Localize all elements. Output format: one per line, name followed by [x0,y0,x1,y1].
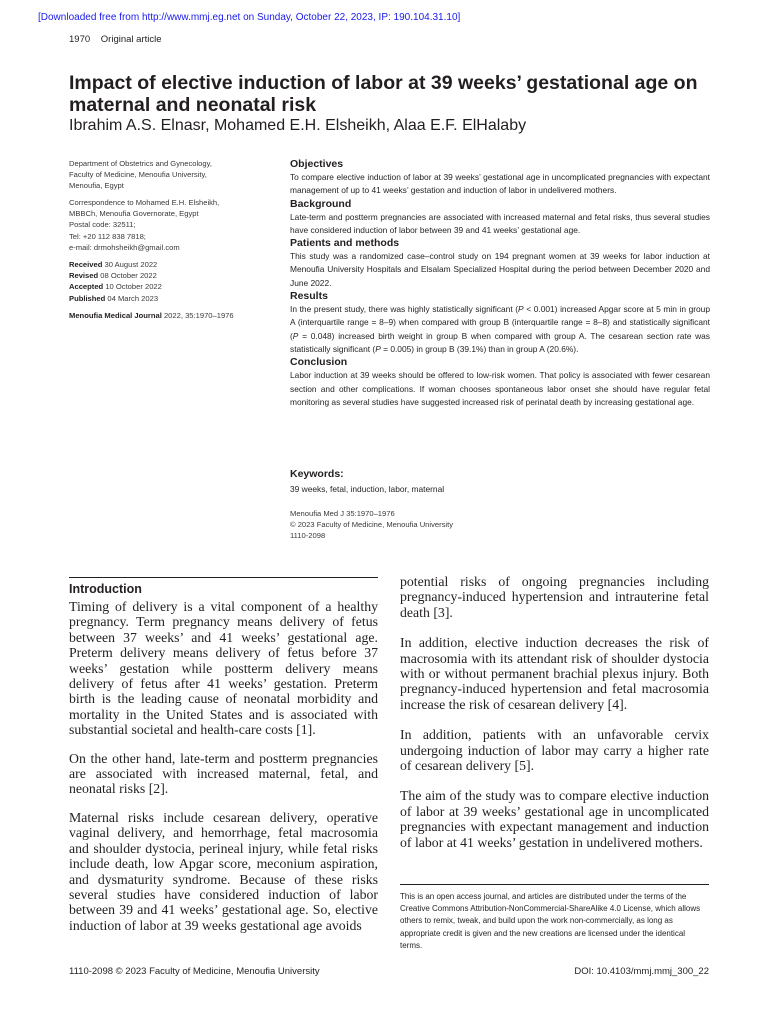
article-type: Original article [100,34,162,45]
body-paragraph: The aim of the study was to compare elective induction of labor at 39 weeks’ gestational age in uncomplicated pregnancies with expectant management and induction of labor at 41 weeks’ gestation in undelivered mothers. [400,788,709,850]
body-paragraph: On the other hand, late-term and postterm pregnancies are associated with increased maternal, fetal, and neonatal risks [2]. [69,750,378,797]
correspondence-line: Correspondence to Mohamed E.H. Elsheikh, [69,198,220,207]
citation-info [290,509,453,541]
body-column-left [69,599,378,933]
correspondence-email[interactable]: e-mail: drmohsheikh@gmail.com [69,242,180,252]
footer-doi[interactable]: DOI: 10.4103/mmj.mmj_300_22 [574,966,709,977]
body-paragraph: potential risks of ongoing pregnancies including pregnancy-induced hypertension and intrauterine fetal death [3]. [400,574,709,620]
date-accepted: Accepted 10 October 2022 [69,282,162,292]
article-title: Impact of elective induction of labor at 39 weeks’ gestational age on maternal and neonatal risk [69,72,698,116]
abstract-heading-methods: Patients and methods [290,237,400,250]
abstract-results: In the present study, there was highly statistically significant (P < 0.001) increased Apgar score at 5 min in group A (interquartile range = 8–9) when compared with group B (interquartile range = 8–8) and statistically significant (P = 0.048) increased birth weight in group B when compared with group A. The cesarean section rate was statistically significant (P = 0.005) in group B (39.1%) than in group A (20.6%). [290,304,710,354]
affiliation [69,158,279,192]
license-notice: This is an open access journal, and articles are distributed under the terms of the Creative Commons Attribution-NonCommercial-ShareAlike 4.0 License, which allows others to remix, tweak, and build upon the work non-commercially, as long as appropriate credit is given and the new creations are licensed under the identical terms. [400,892,701,950]
author-list: Ibrahim A.S. Elnasr, Mohamed E.H. Elsheikh, Alaa E.F. ElHalaby [69,117,527,134]
abstract-conclusion: Labor induction at 39 weeks should be offered to low-risk women. That policy is associated with fewer cesarean section and other complications. If woman chooses spontaneous labor onset she should have regular fetal monitoring as several studies have suggested increased risk of perinatal death by increasing gestational age. [290,370,710,407]
abstract [290,158,710,409]
abstract-heading-conclusion: Conclusion [290,356,348,369]
correspondence-line: Postal code: 32511; [69,220,136,230]
journal-details: 2022, 35:1970–1976 [163,311,234,320]
date-revised: Revised 08 October 2022 [69,271,157,281]
affiliation-line: Department of Obstetrics and Gynecology, [69,159,212,168]
page-number: 1970 [69,34,91,45]
journal-name: Menoufia Medical Journal [69,311,162,320]
date-received: Received 30 August 2022 [69,260,158,269]
abstract-background: Late-term and postterm pregnancies are associated with increased maternal and fetal risks, thus several studies have considered induction of labor between 39 and 41 weeks’ gestational age. [290,211,710,235]
keywords [290,468,710,494]
affiliation-line: Menoufia, Egypt [69,181,124,191]
footer-copyright: 1110-2098 © 2023 Faculty of Medicine, Menoufia University [69,966,320,977]
body-paragraph: In addition, elective induction decreases the risk of macrosomia with its attendant risk of shoulder dystocia with or without permanent brachial plexus injury. Both pregnancy-induced hypertension and fetal macrosomia increase the risk of cesarean delivery [4]. [400,635,709,712]
body-column-right [400,574,709,850]
license-divider [400,884,709,885]
correspondence-line: Tel: +20 112 838 7818; [69,231,146,241]
body-paragraph: Timing of delivery is a vital component of a healthy pregnancy. Term pregnancy means delivery of fetus between 37 weeks’ and 41 weeks’ gestational age. Preterm delivery means delivery of fetus before 37 weeks’ gestation while postterm delivery means delivery of fetus after 41 weeks’ gestation. Preterm birth is the leading cause of neonatal morbidity and mortality in the United States and is associated with substantial societal and health-care costs [1]. [69,599,378,738]
abstract-heading-objectives: Objectives [290,158,344,170]
citation-line: © 2023 Faculty of Medicine, Menoufia University [290,519,454,529]
abstract-heading-background: Background [290,197,352,210]
date-published: Published 04 March 2023 [69,293,159,303]
correspondence-line: MBBCh, Menoufia Governorate, Egypt [69,209,199,219]
section-divider [69,577,378,578]
affiliation-line: Faculty of Medicine, Menoufia University, [69,170,207,180]
abstract-objectives: To compare elective induction of labor at 39 weeks’ gestational age in uncomplicated pregnancies with expectant management of up to 41 weeks’ gestation and induction of labor in undelivered mothers. [290,172,710,196]
body-paragraph: In addition, patients with an unfavorable cervix undergoing induction of labor may carry a higher rate of cesarean delivery [5]. [400,727,709,774]
correspondence [69,197,279,253]
body-paragraph: Maternal risks include cesarean delivery, operative vaginal delivery, and hemorrhage, fetal macrosomia and shoulder dystocia, perineal injury, while fetal risks include death, low Apgar score, meconium aspiration, and dysmaturity syndrome. Because of these risks several studies have considered induction of labor between 39 and 41 weeks’ gestational age. So, elective induction of labor at 39 weeks gestational age avoids [69,809,378,933]
citation-line: 1110-2098 [290,530,326,540]
keywords-list: 39 weeks, fetal, induction, labor, maternal [290,484,445,494]
abstract-methods: This study was a randomized case–control study on 194 pregnant women at 39 weeks for labor induction at Menoufia University Hospitals and Elsalam Specialized Hospital during the period between December 2020 and June 2022. [290,251,710,288]
abstract-heading-results: Results [290,290,328,303]
section-heading-introduction: Introduction [69,582,142,596]
download-banner-link[interactable]: [Downloaded free from http://www.mmj.eg.net on Sunday, October 22, 2023, IP: 190.104.31.10] [38,12,461,23]
citation-line: Menoufia Med J 35:1970–1976 [290,509,395,518]
running-head [69,34,162,45]
journal-reference [69,310,279,321]
keywords-heading: Keywords: [290,468,344,480]
article-dates [69,259,279,304]
